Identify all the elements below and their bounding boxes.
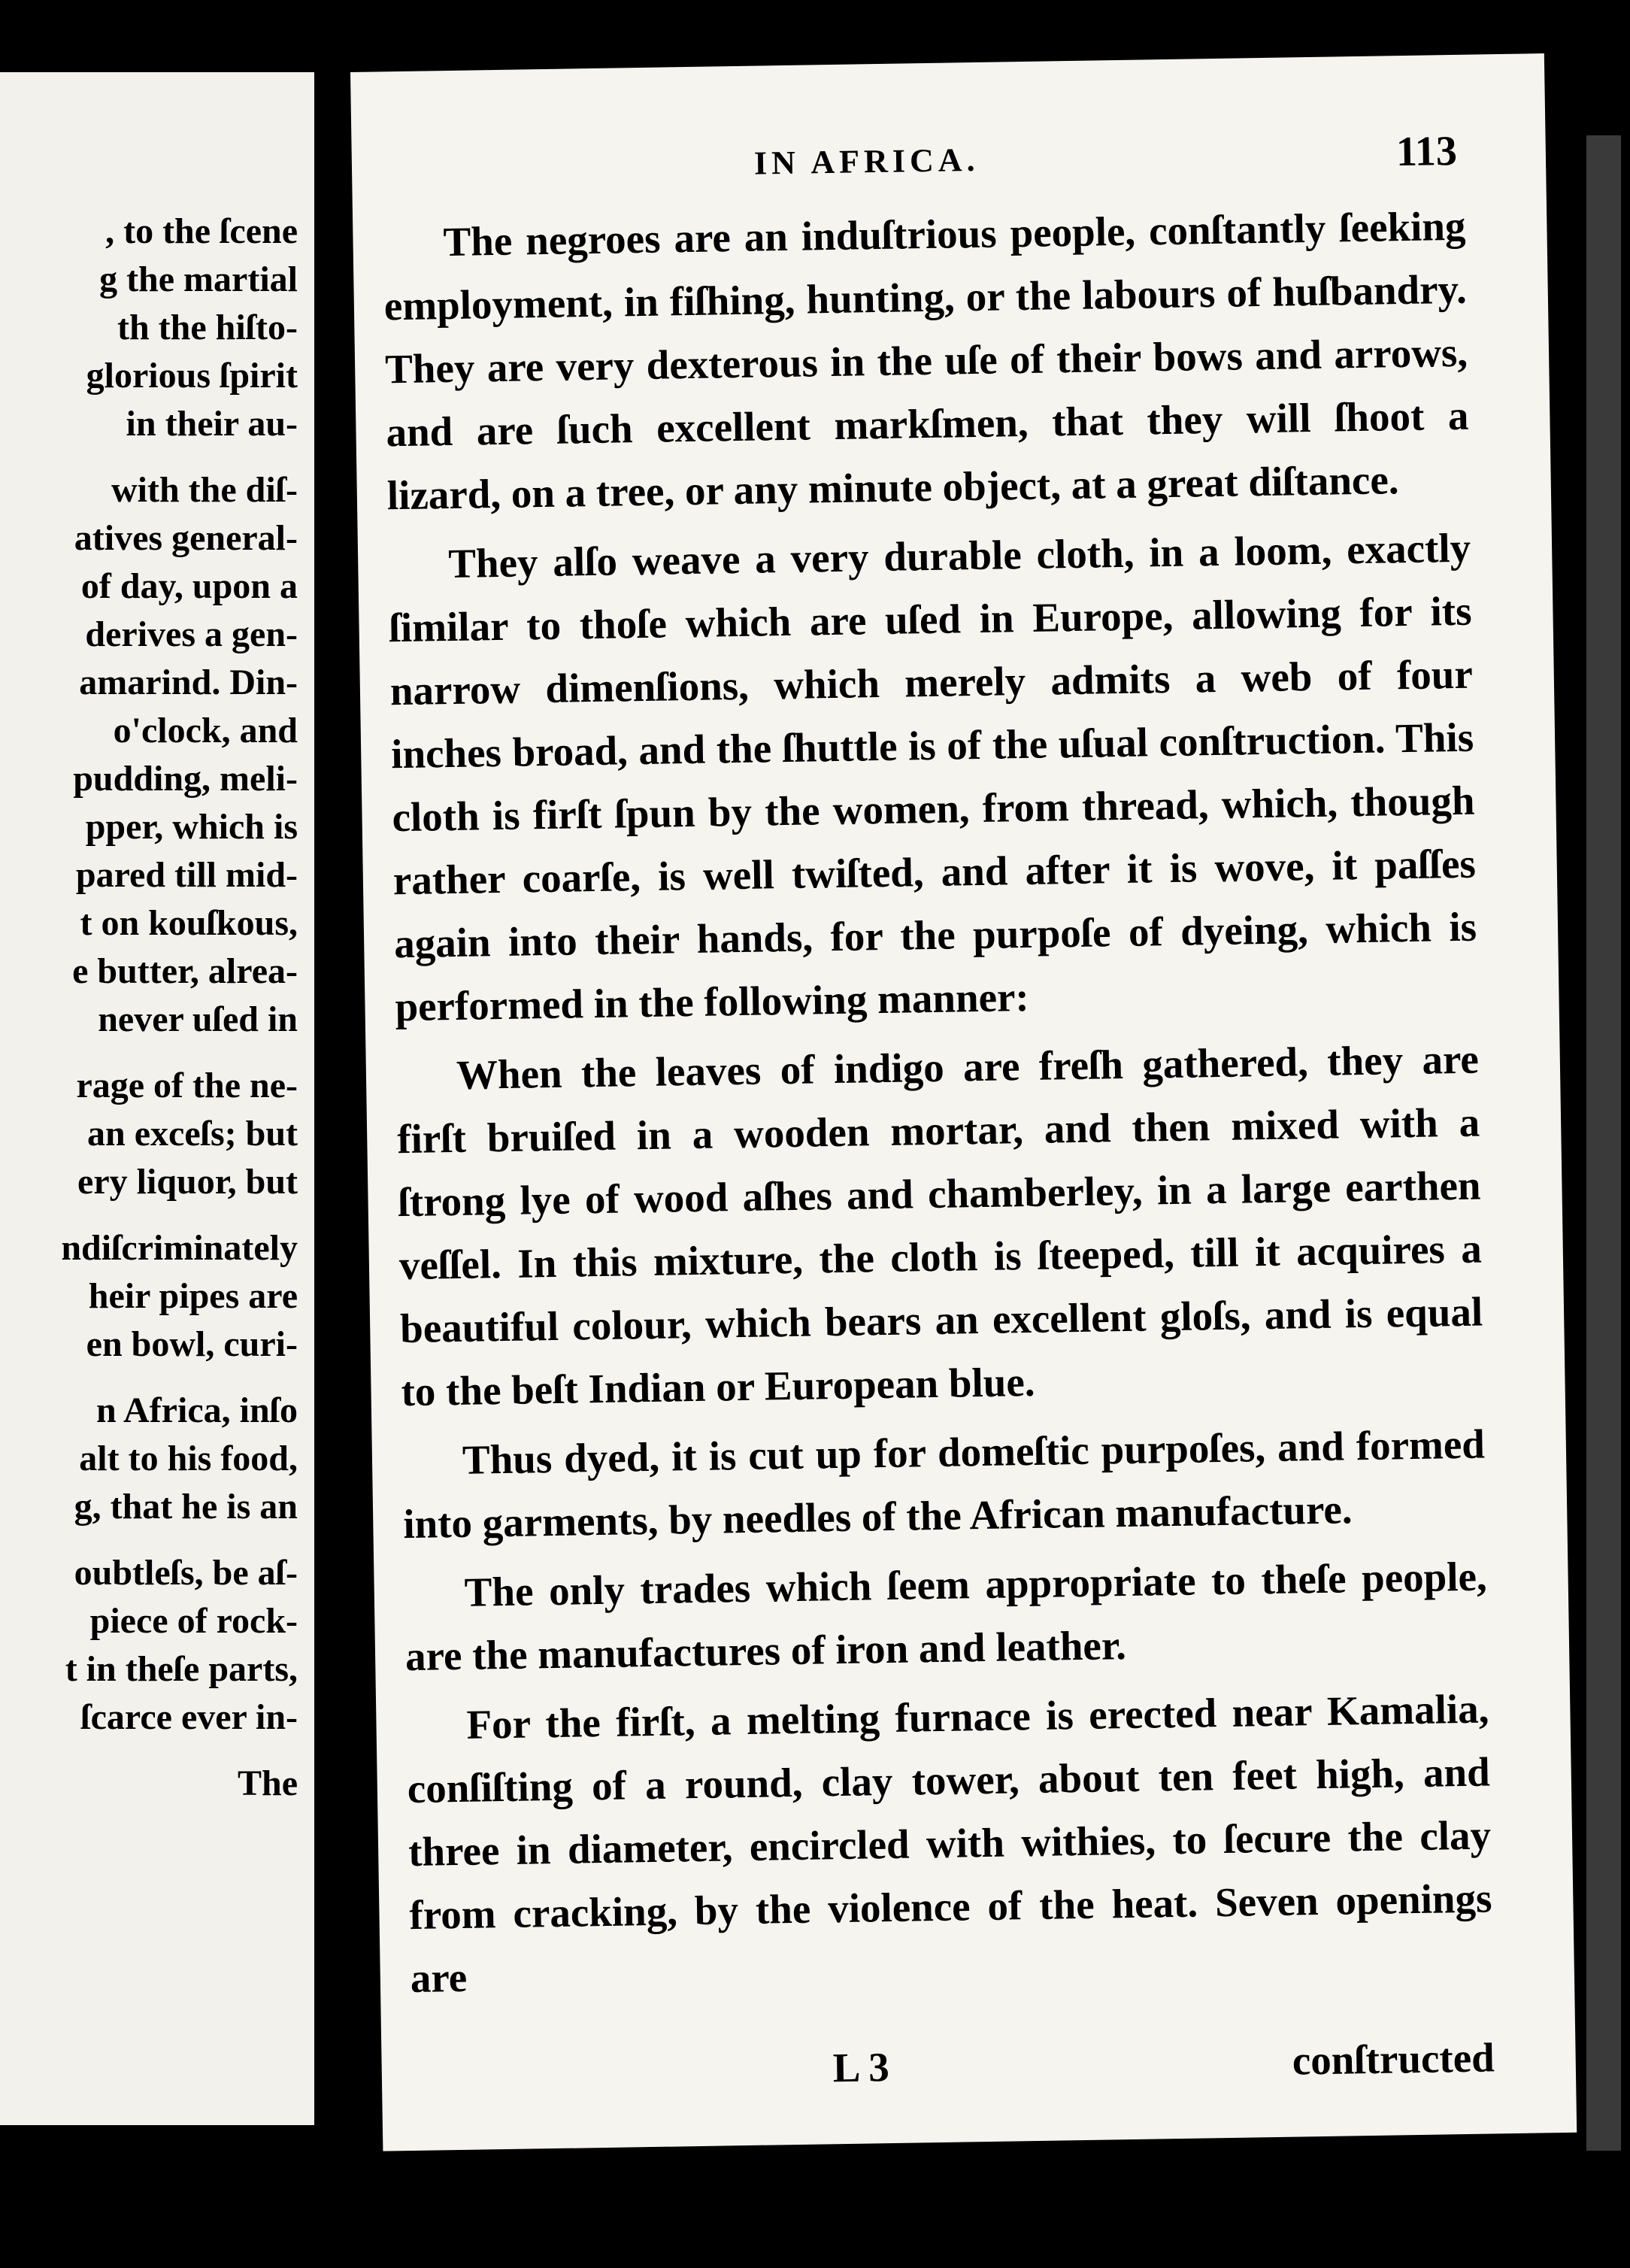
left-line: heir pipes are xyxy=(88,1276,298,1316)
body-text xyxy=(383,195,1494,2016)
left-line: pudding, meli- xyxy=(73,759,298,799)
running-head: IN AFRICA. xyxy=(753,141,980,182)
catchword: conſtructed xyxy=(1292,2034,1495,2084)
book-edge xyxy=(1586,135,1621,2151)
paragraph: They alſo weave a very durable cloth, in a loom, exactly ſimilar to thoſe which are uſed in Europe, allowing for its narrow dimenſions, which merely admits a web of four inches broad, and the ſhuttle is of the uſual conſtruction. This cloth is firſt ſpun by the women, from thread, which, though rather coarſe, is well twiſted, and after it is wove, it paſſes again into their hands, for the purpoſe of dyeing, which is performed in the following manner: xyxy=(389,524,1477,1030)
left-line: t on kouſkous, xyxy=(80,903,298,943)
signature-mark: L 3 xyxy=(832,2044,890,2091)
right-page xyxy=(350,53,1577,2151)
left-line: oubtleſs, be aſ- xyxy=(74,1553,298,1593)
left-line: glorious ſpirit xyxy=(86,356,298,396)
paragraph: The negroes are an induſtrious people, conſtantly ſeeking employment, in fiſhing, hunting, or the labours of huſbandry. They are very dexterous in the uſe of their bows and arrows, and are ſuch excellent markſmen, that they will ſhoot a lizard, on a tree, or any minute object, at a great diſtance. xyxy=(383,202,1469,519)
paragraph: For the firſt, a melting furnace is erected near Kamalia, conſiſting of a round, clay tower, about ten feet high, and three in diameter, encircled with withies, to ſecure the clay from cracking, by the violence of the heat. Seven openings are xyxy=(407,1685,1492,2002)
left-catchword: The xyxy=(237,1763,298,1803)
left-line: ſcarce ever in- xyxy=(80,1697,298,1737)
left-line: pared till mid- xyxy=(75,855,298,895)
left-line: atives general- xyxy=(74,518,298,558)
left-line: g the martial xyxy=(99,259,298,299)
left-line: n Africa, inſo xyxy=(95,1390,298,1430)
left-line: ndiſcriminately xyxy=(61,1228,298,1268)
left-line: alt to his food, xyxy=(79,1439,298,1478)
paragraph: When the leaves of indigo are freſh gathered, they are firſt bruiſed in a wooden mortar, and then mixed with a ſtrong lye of wood aſhes and chamberley, in a large earthen veſſel. In this mixture, the cloth is ſteeped, till it acquires a beautiful colour, which bears an excellent gloſs, and is equal to the beſt Indian or European blue. xyxy=(396,1035,1483,1415)
left-page-text xyxy=(0,208,298,1808)
left-line: ery liquor, but xyxy=(77,1162,298,1202)
left-line: pper, which is xyxy=(85,807,298,847)
left-line: in their au- xyxy=(126,404,298,444)
left-line: rage of the ne- xyxy=(76,1066,298,1105)
left-page xyxy=(0,72,314,2125)
left-line: an exceſs; but xyxy=(87,1114,298,1154)
paragraph: Thus dyed, it is cut up for domeſtic purpoſes, and formed into garments, by needles of the African manufacture. xyxy=(402,1421,1486,1548)
left-line: piece of rock- xyxy=(89,1601,298,1641)
left-line: th the hiſto- xyxy=(117,308,298,347)
left-line: en bowl, curi- xyxy=(86,1324,298,1364)
paragraph: The only trades which ſeem appropriate to theſe people, are the manufactures of iron and leather. xyxy=(404,1553,1488,1680)
left-line: g, that he is an xyxy=(74,1487,298,1527)
left-line: e butter, alrea- xyxy=(72,951,298,991)
left-line: o'clock, and xyxy=(113,711,298,750)
left-line: of day, upon a xyxy=(80,566,298,606)
left-line: derives a gen- xyxy=(85,614,298,654)
page-header xyxy=(352,127,1458,203)
left-line: , to the ſcene xyxy=(105,211,298,251)
left-line: amarind. Din- xyxy=(79,663,298,702)
page-footer xyxy=(411,2033,1495,2103)
left-line: never uſed in xyxy=(98,999,298,1039)
page-number: 113 xyxy=(1395,127,1458,176)
left-line: with the diſ- xyxy=(111,470,298,510)
left-line: t in theſe parts, xyxy=(65,1649,298,1689)
